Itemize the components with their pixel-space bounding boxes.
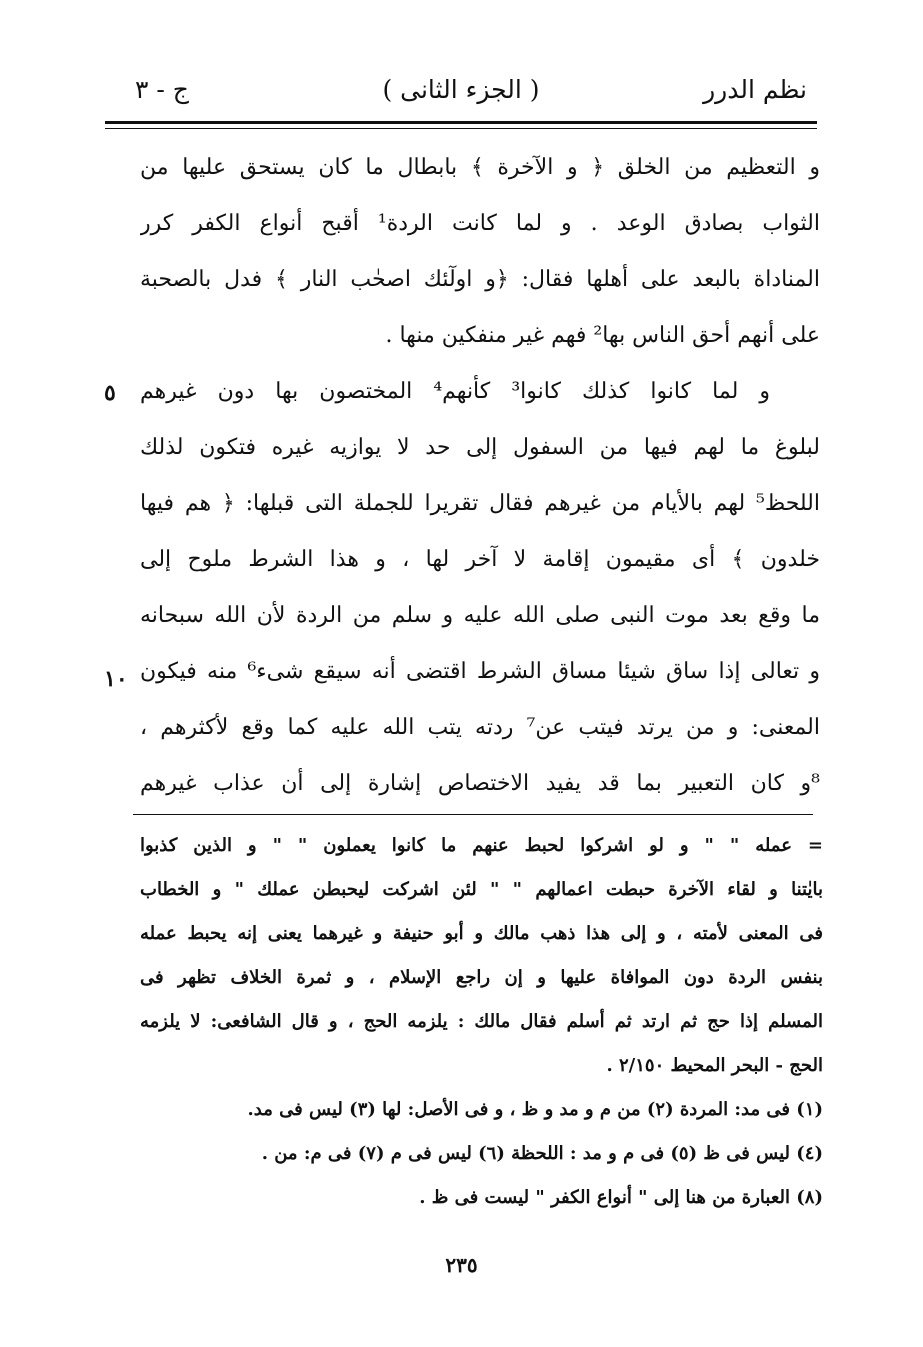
footnote-line: = عمله " " و لو اشركوا لحبط عنهم ما كانوا يعملون " " و الذين كذبوا xyxy=(140,835,823,856)
text-line: و لما كانوا كذلك كانوا³ كأنهم⁴ المختصون بها دون غيرهم xyxy=(140,379,770,404)
footnote-line: بايٰتنا و لقاء الآخرة حبطت اعمالهم " " لئن اشركت ليحبطن عملك " و الخطاب xyxy=(140,879,823,900)
footnote-line: (٨) العبارة من هنا إلى " أنواع الكفر " ليست فى ظ . xyxy=(419,1187,823,1208)
text-line: و التعظيم من الخلق ﴿ و الآخرة ﴾ بابطال ما كان يستحق عليها من xyxy=(140,155,820,180)
line-number-5: ٥ xyxy=(104,380,116,406)
footnote-line: الحج - البحر المحيط ٢/١٥٠ . xyxy=(606,1055,823,1076)
text-line: على أنهم أحق الناس بها² فهم غير منفكين منها . xyxy=(385,323,820,348)
header-rule-thick xyxy=(105,121,817,124)
text-line: لبلوغ ما لهم فيها من السفول إلى حد لا يوازيه غيره فتكون لذلك xyxy=(140,435,820,460)
footnote-line: (١) فى مد: المردة (٢) من م و مد و ظ ، و فى الأصل: لها (٣) ليس فى مد. xyxy=(247,1099,823,1120)
header-book-title: نظم الدرر xyxy=(703,75,807,104)
text-line: ⁸و كان التعبير بما قد يفيد الاختصاص إشارة إلى أن عذاب غيرهم xyxy=(140,771,820,796)
text-line: اللحظ⁵ لهم بالأيام من غيرهم فقال تقريرا للجملة التى قبلها: ﴿ هم فيها xyxy=(140,491,820,516)
footnote-line: المسلم إذا حج ثم ارتد ثم أسلم فقال مالك : يلزمه الحج ، و قال الشافعى: لا يلزمه xyxy=(140,1011,823,1032)
footnote-line: فى المعنى لأمته ، و إلى هذا ذهب مالك و أبو حنيفة و غيرهما يعنى إنه يحبط عمله xyxy=(140,923,823,944)
page-header xyxy=(105,70,817,114)
footnote-line: (٤) ليس فى ظ (٥) فى م و مد : اللحظة (٦) ليس فى م (٧) فى م: من . xyxy=(261,1143,823,1164)
text-line: الثواب بصادق الوعد . و لما كانت الردة¹ أقبح أنواع الكفر كرر xyxy=(140,211,820,236)
footnote-separator xyxy=(133,814,813,815)
footnotes xyxy=(140,824,823,1220)
text-line: ما وقع بعد موت النبى صلى الله عليه و سلم من الردة لأن الله سبحانه xyxy=(140,603,820,628)
main-text xyxy=(140,140,820,812)
line-number-10: ١٠ xyxy=(104,666,128,692)
header-rule-thin xyxy=(105,128,817,129)
header-part-label: ( الجزء الثانى ) xyxy=(382,75,540,104)
page-number: ٢٣٥ xyxy=(445,1253,478,1277)
text-line: خلدون ﴾ أى مقيمون إقامة لا آخر لها ، و هذا الشرط ملوح إلى xyxy=(140,547,820,572)
text-line: و تعالى إذا ساق شيئا مساق الشرط اقتضى أنه سيقع شىء⁶ منه فيكون xyxy=(140,659,820,684)
header-volume-label: ج - ٣ xyxy=(135,75,189,104)
text-line: المعنى: و من يرتد فيتب عن⁷ ردته يتب الله عليه كما وقع لأكثرهم ، xyxy=(140,715,820,740)
text-line: المناداة بالبعد على أهلها فقال: ﴿و اولٓئك اصحٰب النار ﴾ فدل بالصحبة xyxy=(140,267,820,292)
footnote-line: بنفس الردة دون الموافاة عليها و إن راجع الإسلام ، و ثمرة الخلاف تظهر فى xyxy=(140,967,823,988)
